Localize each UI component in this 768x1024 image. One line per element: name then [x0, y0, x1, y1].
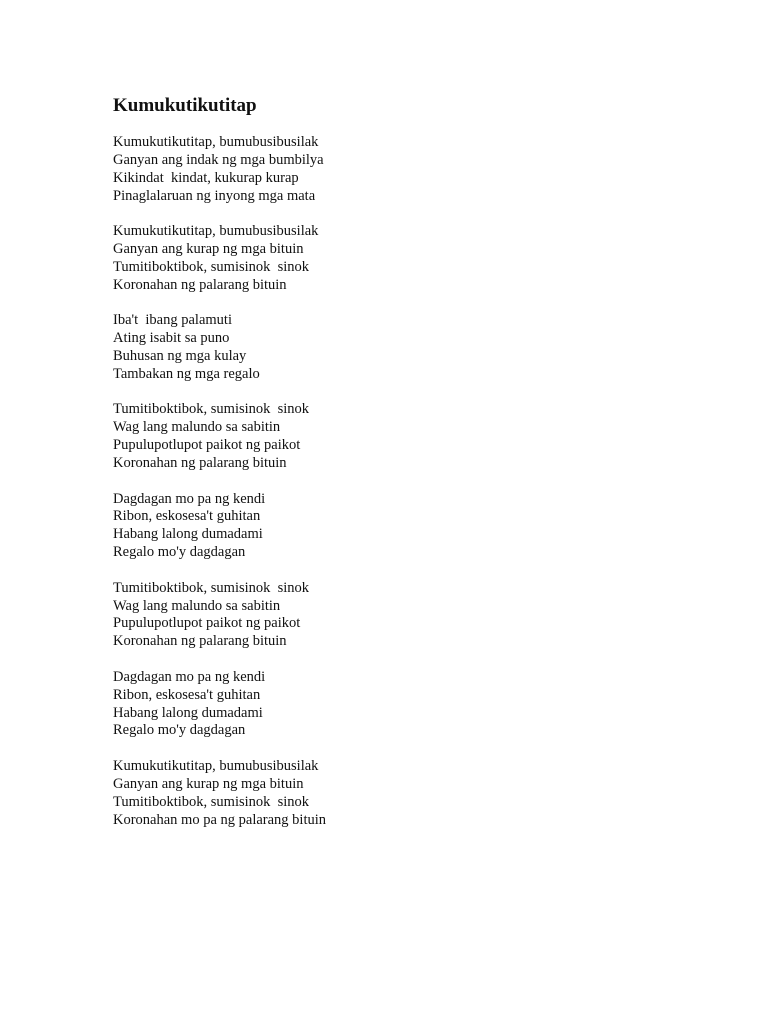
stanza: [113, 134, 673, 206]
lyric-line: Tumitiboktibok, sumisinok sinok: [113, 401, 310, 418]
lyric-line: Ganyan ang indak ng mga bumbilya: [113, 151, 324, 168]
lyric-line: Pupulupotlupot paikot ng paikot: [113, 437, 301, 454]
lyric-line: Dagdagan mo pa ng kendi: [113, 490, 266, 507]
lyric-line: Tumitiboktibok, sumisinok sinok: [113, 579, 310, 596]
lyric-line: Kumukutikutitap, bumubusibusilak: [113, 134, 319, 150]
lyric-line: Koronahan ng palarang bituin: [113, 633, 287, 650]
stanza: [113, 669, 673, 741]
stanza: [113, 312, 673, 384]
lyric-line: Pinaglalaruan ng inyong mga mata: [113, 187, 316, 204]
lyric-line: Iba't ibang palamuti: [113, 312, 232, 329]
lyric-line: Ganyan ang kurap ng mga bituin: [113, 241, 304, 258]
lyric-line: Regalo mo'y dagdagan: [113, 722, 246, 739]
lyric-line: Ribon, eskosesa't guhitan: [113, 686, 261, 703]
lyric-line: Kumukutikutitap, bumubusibusilak: [113, 757, 319, 774]
stanza: [113, 401, 673, 473]
document-page: [113, 94, 673, 847]
lyric-line: Kikindat kindat, kukurap kurap: [113, 169, 299, 186]
lyric-line: Wag lang malundo sa sabitin: [113, 419, 281, 436]
stanza: [113, 223, 673, 295]
lyric-line: Ganyan ang kurap ng mga bituin: [113, 775, 304, 792]
lyric-line: Tumitiboktibok, sumisinok sinok: [113, 258, 310, 275]
lyric-line: Buhusan ng mga kulay: [113, 348, 247, 365]
lyric-line: Koronahan ng palarang bituin: [113, 276, 287, 293]
lyric-line: Wag lang malundo sa sabitin: [113, 597, 281, 614]
lyric-line: Regalo mo'y dagdagan: [113, 544, 246, 561]
lyric-line: Habang lalong dumadami: [113, 704, 263, 721]
stanza: [113, 491, 673, 563]
lyric-line: Tambakan ng mga regalo: [113, 365, 260, 382]
stanza: [113, 580, 673, 652]
stanza: [113, 758, 673, 830]
lyric-line: Ating isabit sa puno: [113, 330, 230, 347]
lyric-line: Ribon, eskosesa't guhitan: [113, 508, 261, 525]
lyric-line: Pupulupotlupot paikot ng paikot: [113, 615, 301, 632]
lyric-line: Koronahan ng palarang bituin: [113, 455, 287, 472]
lyric-line: Koronahan mo pa ng palarang bituin: [113, 811, 327, 828]
lyric-line: Habang lalong dumadami: [113, 526, 263, 543]
lyric-line: Tumitiboktibok, sumisinok sinok: [113, 793, 310, 810]
lyric-line: Kumukutikutitap, bumubusibusilak: [113, 223, 319, 240]
song-title: Kumukutikutitap: [113, 95, 257, 116]
lyric-line: Dagdagan mo pa ng kendi: [113, 668, 266, 685]
